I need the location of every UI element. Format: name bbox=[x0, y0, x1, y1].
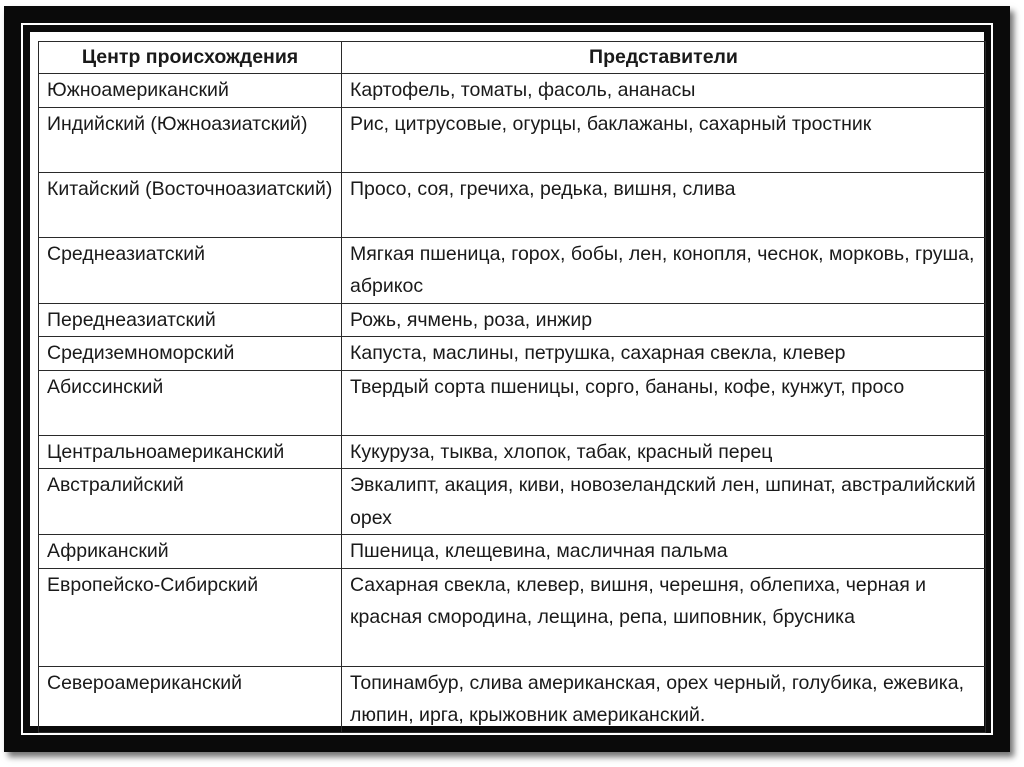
table-sheet bbox=[30, 32, 984, 726]
table-row bbox=[39, 435, 986, 469]
plants-cell: Кукуруза, тыква, хлопок, табак, красный перец bbox=[342, 435, 986, 469]
inner-frame-border bbox=[21, 23, 993, 735]
center-cell: Абиссинский bbox=[39, 370, 342, 435]
center-cell: Индийский (Южноазиатский) bbox=[39, 107, 342, 172]
center-cell: Европейско-Сибирский bbox=[39, 568, 342, 666]
plants-cell: Топинамбур, слива американская, орех черный, голубика, ежевика, люпин, ирга, крыжовник американский. bbox=[342, 666, 986, 732]
table-row bbox=[39, 370, 986, 435]
plants-cell: Мягкая пшеница, горох, бобы, лен, конопля, чеснок, морковь, груша, абрикос bbox=[342, 237, 986, 303]
table-row bbox=[39, 303, 986, 337]
plants-cell: Эвкалипт, акация, киви, новозеландский лен, шпинат, австралийский орех bbox=[342, 469, 986, 535]
plants-cell: Капуста, маслины, петрушка, сахарная свекла, клевер bbox=[342, 337, 986, 371]
table-row bbox=[39, 469, 986, 535]
plants-cell: Твердый сорта пшеницы, сорго, бананы, кофе, кунжут, просо bbox=[342, 370, 986, 435]
center-cell: Среднеазиатский bbox=[39, 237, 342, 303]
header-representatives: Представители bbox=[342, 42, 986, 74]
center-cell: Южноамериканский bbox=[39, 74, 342, 108]
header-center: Центр происхождения bbox=[39, 42, 342, 74]
center-cell: Центральноамериканский bbox=[39, 435, 342, 469]
center-cell: Североамериканский bbox=[39, 666, 342, 732]
table-row bbox=[39, 74, 986, 108]
table-row bbox=[39, 337, 986, 371]
plants-cell: Просо, соя, гречиха, редька, вишня, слива bbox=[342, 172, 986, 237]
center-cell: Переднеазиатский bbox=[39, 303, 342, 337]
table-row bbox=[39, 535, 986, 569]
plants-cell: Рис, цитрусовые, огурцы, баклажаны, сахарный тростник bbox=[342, 107, 986, 172]
center-cell: Китайский (Восточноазиатский) bbox=[39, 172, 342, 237]
center-cell: Африканский bbox=[39, 535, 342, 569]
center-cell: Средиземноморский bbox=[39, 337, 342, 371]
table-row bbox=[39, 666, 986, 732]
table-row bbox=[39, 568, 986, 666]
outer-black-frame bbox=[4, 6, 1010, 752]
center-cell: Австралийский bbox=[39, 469, 342, 535]
table-row bbox=[39, 237, 986, 303]
plants-cell: Картофель, томаты, фасоль, ананасы bbox=[342, 74, 986, 108]
table-row bbox=[39, 172, 986, 237]
table-row bbox=[39, 107, 986, 172]
plants-cell: Пшеница, клещевина, масличная пальма bbox=[342, 535, 986, 569]
crop-origins-table bbox=[38, 41, 986, 733]
plants-cell: Сахарная свекла, клевер, вишня, черешня, облепиха, черная и красная смородина, лещина, репа, шиповник, брусника bbox=[342, 568, 986, 666]
plants-cell: Рожь, ячмень, роза, инжир bbox=[342, 303, 986, 337]
header-row bbox=[39, 42, 986, 74]
